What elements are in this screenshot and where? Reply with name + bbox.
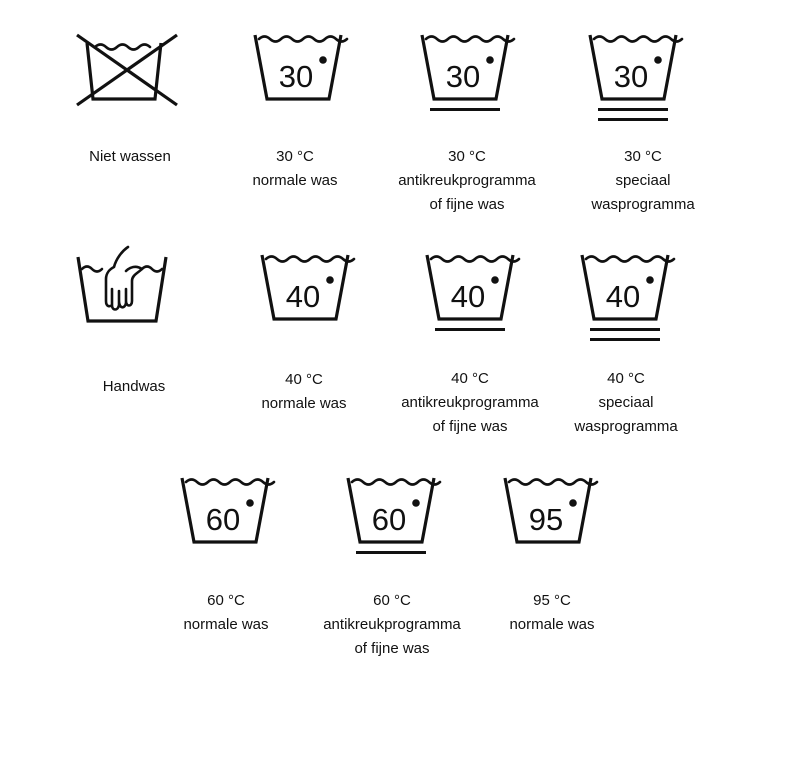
hand-wash-icon — [70, 245, 180, 355]
temperature-dot — [246, 499, 254, 507]
water-wave — [352, 480, 440, 485]
temperature-label: 40 — [285, 279, 321, 314]
water-wave — [259, 37, 347, 42]
wash-60-permanent-press-icon — [336, 468, 446, 578]
water-wave — [266, 257, 354, 262]
temperature-dot — [319, 56, 327, 64]
wash-60-permanent-press-icon-graphic — [336, 468, 446, 578]
temperature-label: 40 — [450, 279, 486, 314]
temperature-label: 60 — [371, 502, 407, 537]
program-bar — [590, 328, 660, 331]
program-bar — [356, 551, 426, 554]
caption-line: 30 °C — [276, 148, 314, 165]
do-not-wash-icon-graphic — [65, 25, 175, 135]
wash-95-icon — [493, 468, 603, 578]
caption-line: wasprogramma — [591, 196, 695, 213]
caption-line: of fijne was — [432, 418, 508, 435]
caption-line: speciaal — [615, 172, 671, 189]
water-wave — [431, 257, 519, 262]
temperature-dot — [486, 56, 494, 64]
caption-line: normale was — [261, 395, 347, 412]
caption-line: Niet wassen — [89, 148, 171, 165]
caption-line: 40 °C — [285, 371, 323, 388]
wash-40-delicate-icon — [570, 245, 680, 355]
wash-95-icon-graphic — [493, 468, 603, 578]
temperature-dot — [654, 56, 662, 64]
temperature-label: 40 — [605, 279, 641, 314]
caption-line: normale was — [509, 616, 595, 633]
temperature-label: 30 — [613, 59, 649, 94]
wash-40-permanent-press-icon — [415, 245, 525, 355]
caption-line: antikreukprogramma — [398, 172, 536, 189]
water-wave — [82, 267, 102, 272]
do-not-wash-icon — [65, 25, 175, 135]
hand-wash-icon-graphic — [70, 245, 180, 355]
water-wave — [186, 480, 274, 485]
caption-line: 60 °C — [207, 592, 245, 609]
temperature-label: 30 — [445, 59, 481, 94]
symbol-caption — [526, 367, 726, 439]
temperature-dot — [491, 276, 499, 284]
caption-line: of fijne was — [354, 640, 430, 657]
wash-40-icon-graphic — [250, 245, 360, 355]
caption-line: Handwas — [102, 378, 166, 395]
water-wave — [586, 257, 674, 262]
temperature-dot — [326, 276, 334, 284]
temperature-label: 60 — [205, 502, 241, 537]
wash-60-icon-graphic — [170, 468, 280, 578]
caption-line: 40 °C — [451, 370, 489, 387]
temperature-label: 95 — [528, 502, 564, 537]
caption-line: 60 °C — [373, 592, 411, 609]
wash-40-permanent-press-icon-graphic — [415, 245, 525, 355]
program-bar — [598, 108, 668, 111]
water-wave — [426, 37, 514, 42]
caption-line: 30 °C — [624, 148, 662, 165]
hand-shape — [106, 247, 142, 310]
caption-line: normale was — [183, 616, 269, 633]
caption-line: 40 °C — [607, 370, 645, 387]
program-bar — [598, 118, 668, 121]
wash-30-permanent-press-icon-graphic — [410, 25, 520, 135]
caption-line: speciaal — [598, 394, 654, 411]
wash-60-icon — [170, 468, 280, 578]
symbol-caption — [195, 145, 395, 193]
program-bar — [590, 338, 660, 341]
wash-30-icon-graphic — [243, 25, 353, 135]
tub-outline — [78, 257, 166, 321]
symbol-caption — [367, 145, 567, 217]
caption-line: antikreukprogramma — [323, 616, 461, 633]
caption-line: normale was — [252, 172, 338, 189]
wash-30-permanent-press-icon — [410, 25, 520, 135]
symbol-caption — [543, 145, 743, 217]
caption-line: wasprogramma — [574, 418, 678, 435]
wash-40-icon — [250, 245, 360, 355]
temperature-dot — [646, 276, 654, 284]
caption-line: 95 °C — [533, 592, 571, 609]
temperature-dot — [412, 499, 420, 507]
wash-40-delicate-icon-graphic — [570, 245, 680, 355]
symbol-caption — [452, 589, 652, 637]
caption-line: of fijne was — [429, 196, 505, 213]
wash-30-icon — [243, 25, 353, 135]
wash-30-delicate-icon-graphic — [578, 25, 688, 135]
temperature-label: 30 — [278, 59, 314, 94]
program-bar — [430, 108, 500, 111]
water-wave — [594, 37, 682, 42]
water-wave — [142, 267, 162, 272]
water-wave — [509, 480, 597, 485]
wash-30-delicate-icon — [578, 25, 688, 135]
temperature-dot — [569, 499, 577, 507]
program-bar — [435, 328, 505, 331]
caption-line: antikreukprogramma — [401, 394, 539, 411]
water-wave — [95, 45, 150, 50]
caption-line: 30 °C — [448, 148, 486, 165]
